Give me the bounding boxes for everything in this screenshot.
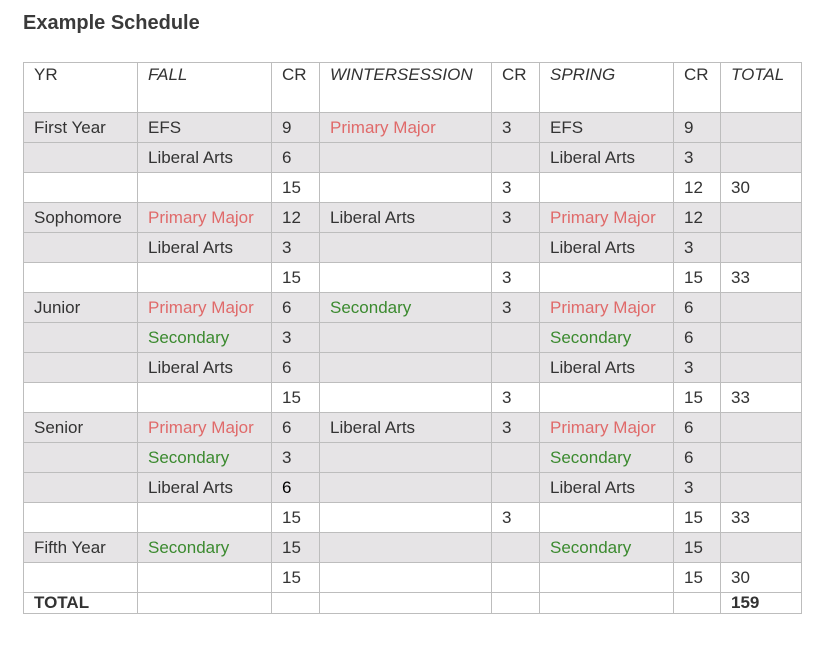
cell-fall-credits: 15 (272, 263, 320, 293)
cell-year (24, 503, 138, 533)
total-value: 159 (721, 593, 802, 614)
cell-spring-course: Liberal Arts (540, 143, 674, 173)
cell-fall-course (138, 263, 272, 293)
cell-spring-credits: 3 (674, 233, 721, 263)
cell-year: Sophomore (24, 203, 138, 233)
cell-fall-credits: 3 (272, 443, 320, 473)
cell-spring-credits: 3 (674, 353, 721, 383)
table-row (24, 233, 802, 263)
table-row (24, 503, 802, 533)
cell-spring-course (540, 173, 674, 203)
header-total: TOTAL (721, 63, 802, 113)
cell-spring-course (540, 563, 674, 593)
cell-winter-credits: 3 (492, 173, 540, 203)
cell-winter-credits (492, 443, 540, 473)
cell-total (721, 413, 802, 443)
header-yr: YR (24, 63, 138, 113)
cell-total (721, 443, 802, 473)
table-row (24, 113, 802, 143)
cell-spring-course: EFS (540, 113, 674, 143)
cell-winter-course: Primary Major (320, 113, 492, 143)
cell-total (721, 323, 802, 353)
cell-spring-credits: 12 (674, 173, 721, 203)
cell-year (24, 443, 138, 473)
cell-fall-course: Primary Major (138, 203, 272, 233)
header-cr-winter: CR (492, 63, 540, 113)
table-row (24, 413, 802, 443)
cell-spring-course (540, 503, 674, 533)
cell-fall-credits: 6 (272, 293, 320, 323)
cell-winter-credits (492, 533, 540, 563)
cell-fall-course (138, 503, 272, 533)
cell-winter-course (320, 533, 492, 563)
table-row (24, 443, 802, 473)
cell-fall-credits: 3 (272, 323, 320, 353)
cell-fall-course: Primary Major (138, 293, 272, 323)
cell-year (24, 263, 138, 293)
cell-spring-credits: 3 (674, 143, 721, 173)
table-row (24, 143, 802, 173)
cell-total (721, 143, 802, 173)
cell-spring-credits: 9 (674, 113, 721, 143)
table-cell (540, 593, 674, 614)
header-cr-spring: CR (674, 63, 721, 113)
cell-year (24, 563, 138, 593)
cell-winter-credits (492, 143, 540, 173)
cell-total: 33 (721, 503, 802, 533)
cell-winter-credits: 3 (492, 383, 540, 413)
cell-winter-course (320, 383, 492, 413)
cell-fall-credits: 12 (272, 203, 320, 233)
cell-spring-credits: 15 (674, 383, 721, 413)
table-cell (272, 593, 320, 614)
table-row (24, 323, 802, 353)
cell-total: 33 (721, 383, 802, 413)
cell-spring-credits: 6 (674, 413, 721, 443)
cell-fall-course: EFS (138, 113, 272, 143)
cell-spring-course: Liberal Arts (540, 473, 674, 503)
cell-spring-credits: 12 (674, 203, 721, 233)
cell-winter-credits (492, 233, 540, 263)
table-row (24, 353, 802, 383)
cell-spring-course (540, 383, 674, 413)
cell-year (24, 323, 138, 353)
cell-fall-course: Secondary (138, 323, 272, 353)
cell-total (721, 203, 802, 233)
header-wintersession: WINTERSESSION (320, 63, 492, 113)
cell-winter-credits (492, 323, 540, 353)
cell-winter-course: Liberal Arts (320, 413, 492, 443)
schedule-table (23, 62, 802, 614)
cell-spring-credits: 6 (674, 323, 721, 353)
cell-winter-course (320, 233, 492, 263)
table-cell (320, 593, 492, 614)
header-row (24, 63, 802, 113)
cell-spring-course: Liberal Arts (540, 353, 674, 383)
cell-spring-credits: 15 (674, 263, 721, 293)
cell-spring-course (540, 263, 674, 293)
cell-spring-course: Primary Major (540, 293, 674, 323)
cell-year: First Year (24, 113, 138, 143)
cell-winter-course (320, 263, 492, 293)
cell-total: 30 (721, 173, 802, 203)
cell-year (24, 173, 138, 203)
cell-fall-credits: 15 (272, 503, 320, 533)
table-row (24, 383, 802, 413)
cell-winter-credits (492, 563, 540, 593)
cell-spring-course: Secondary (540, 323, 674, 353)
cell-spring-course: Primary Major (540, 413, 674, 443)
cell-spring-course: Secondary (540, 533, 674, 563)
cell-winter-course (320, 143, 492, 173)
header-spring: SPRING (540, 63, 674, 113)
cell-total: 30 (721, 563, 802, 593)
cell-year: Junior (24, 293, 138, 323)
cell-spring-course: Liberal Arts (540, 233, 674, 263)
cell-spring-credits: 6 (674, 293, 721, 323)
cell-spring-credits: 15 (674, 533, 721, 563)
table-cell (674, 593, 721, 614)
cell-fall-credits: 15 (272, 533, 320, 563)
cell-spring-credits: 6 (674, 443, 721, 473)
cell-fall-credits: 6 (272, 353, 320, 383)
cell-winter-course (320, 353, 492, 383)
cell-spring-credits: 15 (674, 503, 721, 533)
cell-winter-credits: 3 (492, 293, 540, 323)
cell-winter-course: Liberal Arts (320, 203, 492, 233)
header-fall: FALL (138, 63, 272, 113)
cell-total (721, 533, 802, 563)
schedule-body (24, 113, 802, 593)
cell-total (721, 233, 802, 263)
table-row (24, 533, 802, 563)
cell-spring-course: Secondary (540, 443, 674, 473)
cell-year (24, 143, 138, 173)
cell-fall-course (138, 383, 272, 413)
cell-winter-credits: 3 (492, 263, 540, 293)
cell-winter-course (320, 323, 492, 353)
cell-fall-course (138, 173, 272, 203)
cell-spring-credits: 15 (674, 563, 721, 593)
cell-total (721, 473, 802, 503)
cell-winter-course: Secondary (320, 293, 492, 323)
page-title: Example Schedule (23, 12, 200, 34)
cell-winter-course (320, 173, 492, 203)
table-row (24, 563, 802, 593)
cell-winter-course (320, 563, 492, 593)
table-row (24, 473, 802, 503)
table-cell (492, 593, 540, 614)
cell-total (721, 113, 802, 143)
cell-year: Senior (24, 413, 138, 443)
cell-fall-course (138, 563, 272, 593)
cell-fall-credits: 15 (272, 383, 320, 413)
cell-year: Fifth Year (24, 533, 138, 563)
total-row (24, 593, 802, 614)
cell-fall-credits: 6 (272, 413, 320, 443)
cell-fall-credits: 6 (272, 473, 320, 503)
cell-spring-credits: 3 (674, 473, 721, 503)
cell-fall-course: Liberal Arts (138, 353, 272, 383)
cell-year (24, 383, 138, 413)
cell-fall-credits: 3 (272, 233, 320, 263)
table-cell (138, 593, 272, 614)
cell-fall-course: Secondary (138, 533, 272, 563)
cell-winter-course (320, 443, 492, 473)
cell-fall-course: Liberal Arts (138, 473, 272, 503)
cell-fall-credits: 15 (272, 563, 320, 593)
cell-winter-credits: 3 (492, 203, 540, 233)
table-row (24, 263, 802, 293)
cell-winter-credits (492, 353, 540, 383)
cell-total (721, 293, 802, 323)
table-row (24, 173, 802, 203)
cell-fall-course: Liberal Arts (138, 143, 272, 173)
cell-total: 33 (721, 263, 802, 293)
cell-fall-credits: 9 (272, 113, 320, 143)
cell-winter-credits (492, 473, 540, 503)
cell-winter-course (320, 503, 492, 533)
table-row (24, 293, 802, 323)
header-cr-fall: CR (272, 63, 320, 113)
table-row (24, 203, 802, 233)
cell-spring-course: Primary Major (540, 203, 674, 233)
cell-fall-course: Secondary (138, 443, 272, 473)
cell-fall-course: Primary Major (138, 413, 272, 443)
cell-fall-credits: 15 (272, 173, 320, 203)
cell-winter-credits: 3 (492, 503, 540, 533)
cell-year (24, 353, 138, 383)
cell-winter-credits: 3 (492, 413, 540, 443)
cell-fall-course: Liberal Arts (138, 233, 272, 263)
cell-total (721, 353, 802, 383)
cell-winter-course (320, 473, 492, 503)
cell-year (24, 473, 138, 503)
cell-fall-credits: 6 (272, 143, 320, 173)
total-label: TOTAL (24, 593, 138, 614)
cell-year (24, 233, 138, 263)
cell-winter-credits: 3 (492, 113, 540, 143)
